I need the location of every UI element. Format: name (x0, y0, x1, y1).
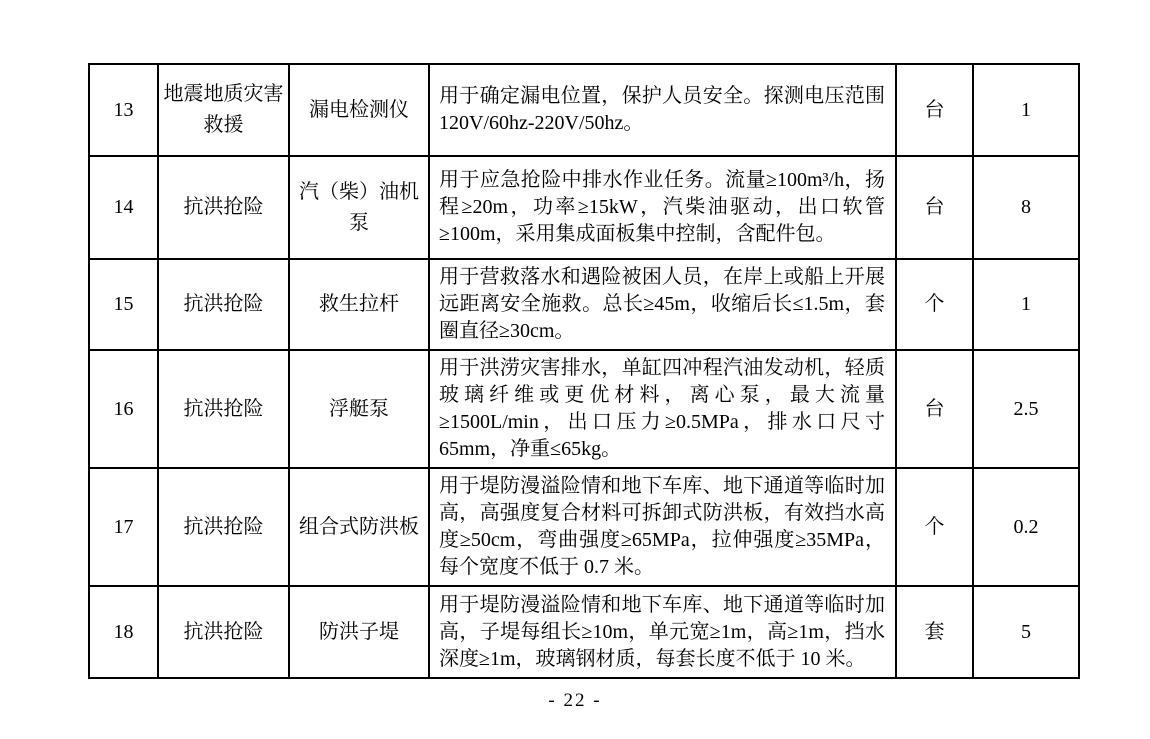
table-row (89, 259, 1079, 350)
quantity-cell: 5 (973, 586, 1079, 678)
category-cell: 抗洪抢险 (158, 586, 289, 678)
category-cell: 抗洪抢险 (158, 259, 289, 350)
row-number-cell: 14 (89, 156, 158, 259)
description-cell: 用于堤防漫溢险情和地下车库、地下通道等临时加高，子堤每组长≥10m，单元宽≥1m，高≥1m，挡水深度≥1m，玻璃钢材质，每套长度不低于 10 米。 (429, 586, 896, 678)
equipment-name-cell: 漏电检测仪 (289, 64, 429, 156)
equipment-name-cell: 汽（柴）油机泵 (289, 156, 429, 259)
quantity-cell: 1 (973, 64, 1079, 156)
quantity-cell: 0.2 (973, 468, 1079, 586)
category-cell: 地震地质灾害救援 (158, 64, 289, 156)
equipment-name-cell: 组合式防洪板 (289, 468, 429, 586)
quantity-cell: 8 (973, 156, 1079, 259)
row-number-cell: 18 (89, 586, 158, 678)
category-cell: 抗洪抢险 (158, 156, 289, 259)
row-number-cell: 13 (89, 64, 158, 156)
table-row (89, 156, 1079, 259)
unit-cell: 台 (896, 156, 973, 259)
description-cell: 用于洪涝灾害排水，单缸四冲程汽油发动机，轻质玻璃纤维或更优材料，离心泵，最大流量≥1500L/min，出口压力≥0.5MPa，排水口尺寸 65mm，净重≤65kg。 (429, 350, 896, 468)
unit-cell: 个 (896, 468, 973, 586)
description-cell: 用于确定漏电位置，保护人员安全。探测电压范围 120V/60hz-220V/50hz。 (429, 64, 896, 156)
table-row (89, 586, 1079, 678)
description-cell: 用于应急抢险中排水作业任务。流量≥100m³/h，扬程≥20m，功率≥15kW，汽柴油驱动，出口软管≥100m，采用集成面板集中控制，含配件包。 (429, 156, 896, 259)
equipment-name-cell: 浮艇泵 (289, 350, 429, 468)
unit-cell: 套 (896, 586, 973, 678)
description-cell: 用于营救落水和遇险被困人员，在岸上或船上开展远距离安全施救。总长≥45m，收缩后长≤1.5m，套圈直径≥30cm。 (429, 259, 896, 350)
description-cell: 用于堤防漫溢险情和地下车库、地下通道等临时加高，高强度复合材料可拆卸式防洪板，有效挡水高度≥50cm，弯曲强度≥65MPa，拉伸强度≥35MPa，每个宽度不低于 0.7 米。 (429, 468, 896, 586)
table-row (89, 64, 1079, 156)
row-number-cell: 15 (89, 259, 158, 350)
unit-cell: 台 (896, 350, 973, 468)
quantity-cell: 1 (973, 259, 1079, 350)
equipment-table (88, 63, 1080, 679)
equipment-name-cell: 防洪子堤 (289, 586, 429, 678)
quantity-cell: 2.5 (973, 350, 1079, 468)
table-row (89, 350, 1079, 468)
table-row (89, 468, 1079, 586)
row-number-cell: 16 (89, 350, 158, 468)
category-cell: 抗洪抢险 (158, 468, 289, 586)
page-number: - 22 - (548, 690, 602, 711)
unit-cell: 台 (896, 64, 973, 156)
category-cell: 抗洪抢险 (158, 350, 289, 468)
equipment-name-cell: 救生拉杆 (289, 259, 429, 350)
unit-cell: 个 (896, 259, 973, 350)
row-number-cell: 17 (89, 468, 158, 586)
